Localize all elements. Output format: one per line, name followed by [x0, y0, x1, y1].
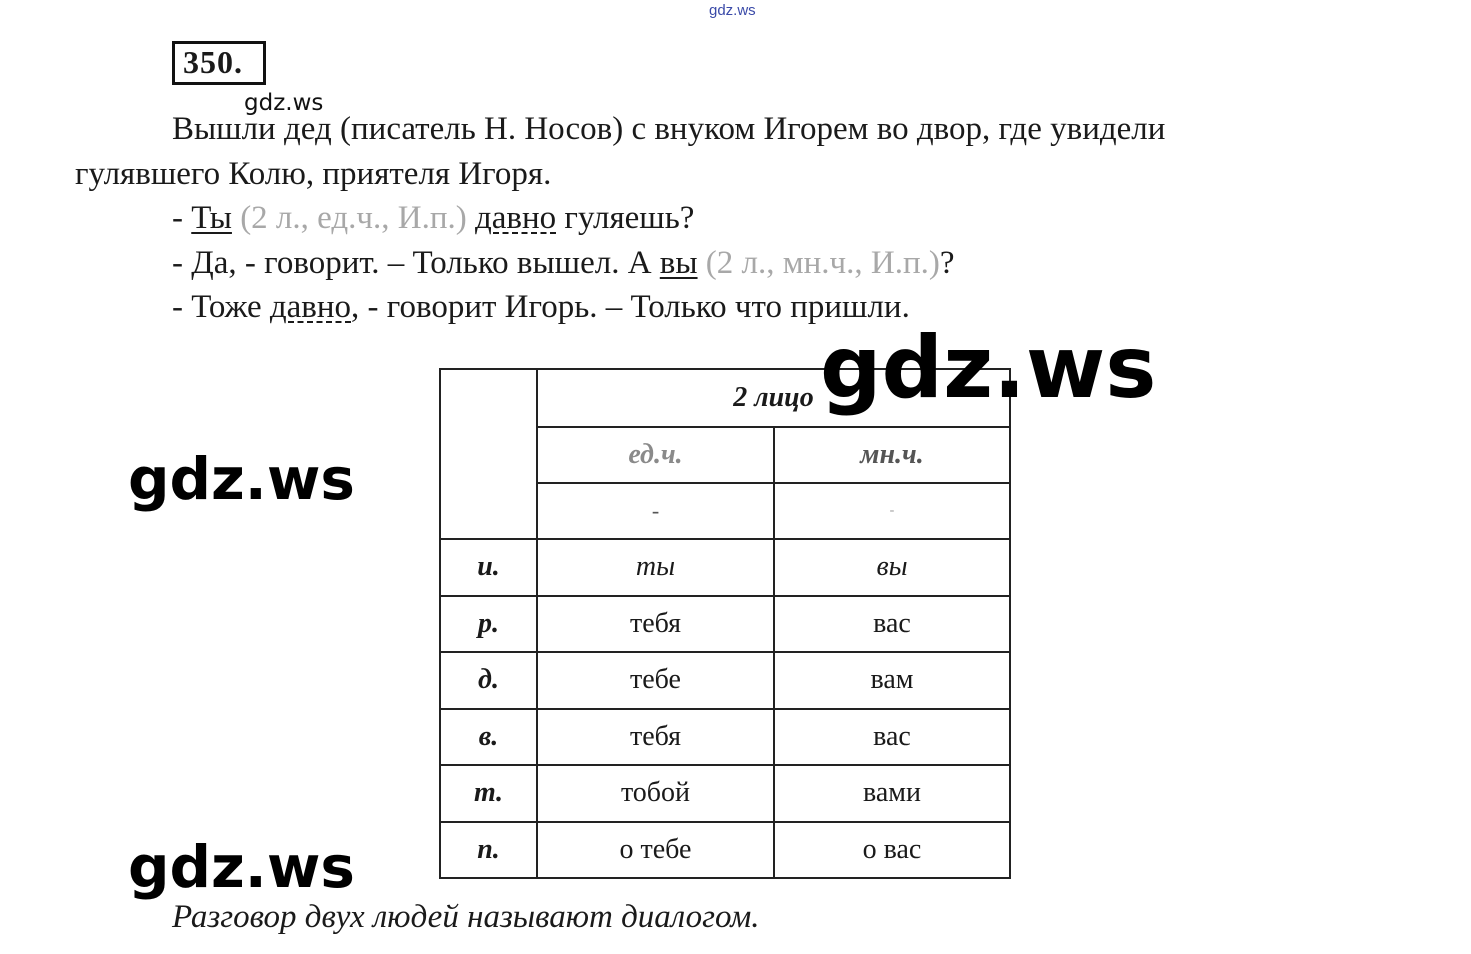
case-label: и.: [440, 539, 537, 596]
case-label: т.: [440, 765, 537, 822]
table-corner-cell: [440, 369, 537, 539]
person-header: 2 лицо: [537, 369, 1010, 427]
plural-form: вы: [774, 539, 1010, 596]
table-row: [440, 652, 1010, 709]
table-row: [440, 709, 1010, 766]
plural-dash: -: [774, 483, 1010, 539]
case-label: п.: [440, 822, 537, 879]
dialogue-line-2: [172, 244, 955, 284]
table-row: [440, 539, 1010, 596]
table-row: [440, 596, 1010, 653]
plural-form: вами: [774, 765, 1010, 822]
plural-header: мн.ч.: [774, 427, 1010, 483]
table-row: [440, 822, 1010, 879]
watermark-large: gdz.ws: [820, 318, 1157, 418]
singular-form: тобой: [537, 765, 774, 822]
watermark-small: gdz.ws: [244, 90, 324, 116]
case-label: р.: [440, 596, 537, 653]
watermark-top: gdz.ws: [709, 2, 756, 19]
watermark-left-lower: gdz.ws: [128, 833, 355, 901]
adverb-davno-2: давно: [269, 289, 352, 325]
singular-form: тебя: [537, 596, 774, 653]
watermark-left-upper: gdz.ws: [128, 445, 355, 513]
adverb-davno: давно: [474, 200, 557, 236]
dash: -: [172, 200, 192, 236]
singular-form: ты: [537, 539, 774, 596]
dialogue-line-1-rest: гуляешь?: [556, 200, 695, 236]
case-label: в.: [440, 709, 537, 766]
singular-dash: -: [537, 483, 774, 539]
dialogue-line-1: [172, 199, 694, 239]
pronoun-vy-note: (2 л., мн.ч., И.п.): [697, 245, 940, 281]
dialogue-line-3: [172, 288, 910, 328]
paragraph-line-1: Вышли дед (писатель Н. Носов) с внуком Игорем во двор, где увидели: [172, 111, 1166, 147]
dialogue-line-3-start: - Тоже: [172, 289, 270, 325]
singular-header: ед.ч.: [537, 427, 774, 483]
plural-form: вас: [774, 596, 1010, 653]
plural-form: о вас: [774, 822, 1010, 879]
pronoun-declension-table: [439, 368, 1011, 879]
dialogue-line-2-start: - Да, - говорит. – Только вышел. А: [172, 245, 660, 281]
paragraph-line-2: гулявшего Колю, приятеля Игоря.: [75, 156, 552, 192]
pronoun-ty: Ты: [191, 200, 232, 236]
pronoun-ty-note: (2 л., ед.ч., И.п.): [231, 200, 475, 236]
singular-form: тебе: [537, 652, 774, 709]
closing-sentence: Разговор двух людей называют диалогом.: [172, 899, 760, 935]
case-label: д.: [440, 652, 537, 709]
table-row: [440, 765, 1010, 822]
task-number: 350.: [183, 44, 243, 80]
singular-form: тебя: [537, 709, 774, 766]
singular-form: о тебе: [537, 822, 774, 879]
pronoun-vy: вы: [659, 245, 698, 281]
dialogue-line-2-end: ?: [939, 245, 955, 281]
dialogue-line-3-rest: , - говорит Игорь. – Только что пришли.: [351, 289, 910, 325]
plural-form: вас: [774, 709, 1010, 766]
plural-form: вам: [774, 652, 1010, 709]
